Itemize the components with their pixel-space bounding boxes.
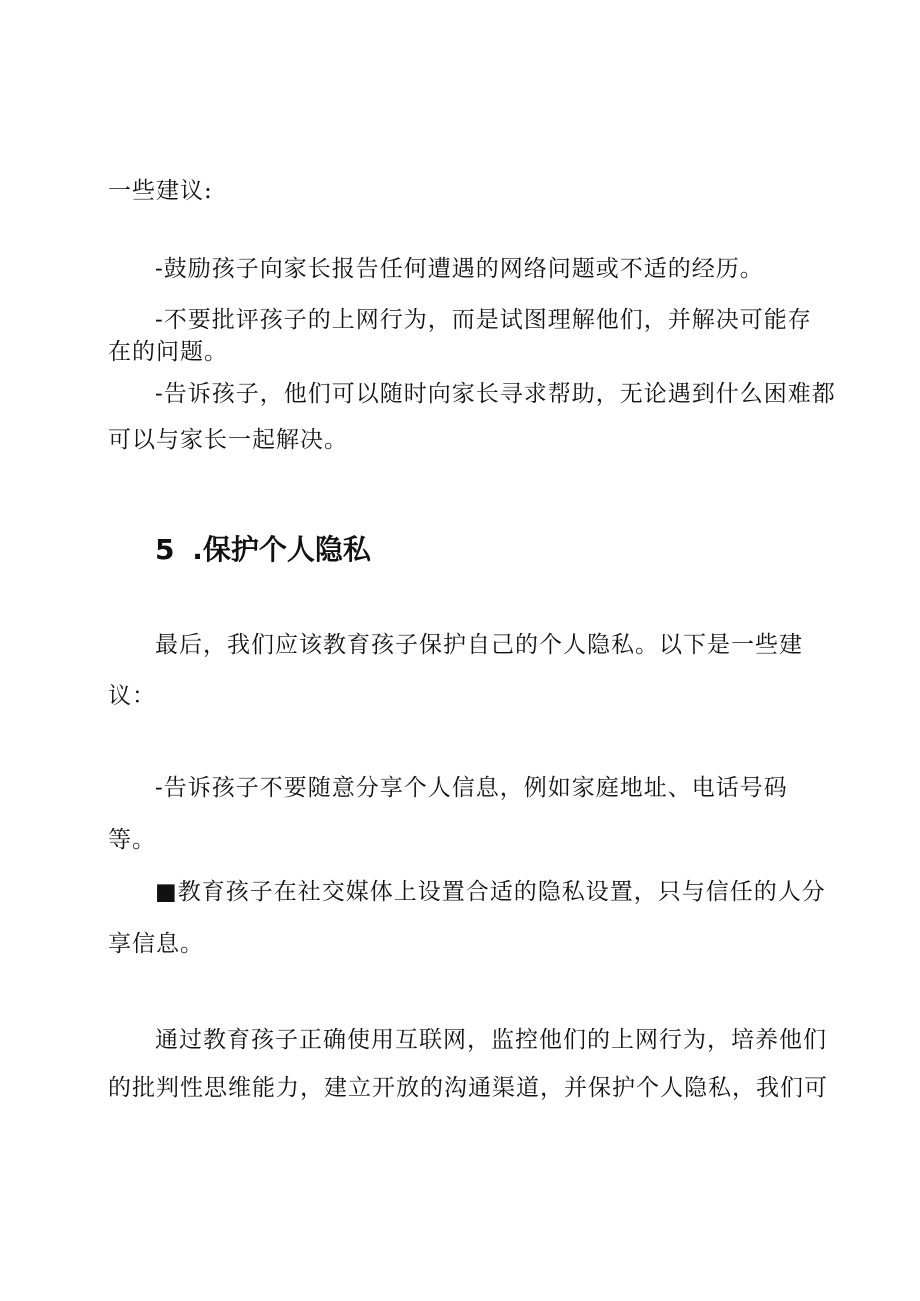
section-title: .保护个人隐私 — [192, 533, 371, 566]
privacy-item-2-line-1: ■教育孩子在社交媒体上设置合适的隐私设置，只与信任的人分 — [155, 879, 826, 905]
privacy-item-1-line-2: 等。 — [108, 827, 156, 853]
suggestion-2-line-2: 在的问题。 — [108, 339, 228, 365]
intro-line: 一些建议: — [108, 178, 213, 204]
section-intro-line-1: 最后，我们应该教育孩子保护自己的个人隐私。以下是一些建 — [155, 632, 803, 658]
conclusion-line-1: 通过教育孩子正确使用互联网，监控他们的上网行为，培养他们 — [155, 1027, 827, 1053]
suggestion-2-line-1: -不要批评孩子的上网行为，而是试图理解他们，并解决可能存 — [155, 307, 812, 333]
section-number: 5 — [155, 533, 175, 566]
section-intro-line-2: 议： — [108, 683, 156, 709]
suggestion-3-line-1: -告诉孩子，他们可以随时向家长寻求帮助，无论遇到什么困难都 — [155, 381, 836, 407]
suggestion-1: -鼓励孩子向家长报告任何遭遇的网络问题或不适的经历。 — [155, 256, 764, 282]
privacy-item-2-line-2: 享信息。 — [108, 931, 204, 957]
suggestion-3-line-2: 可以与家长一起解决。 — [108, 427, 348, 453]
conclusion-line-2: 的批判性思维能力，建立开放的沟通渠道，并保护个人隐私，我们可 — [108, 1075, 828, 1101]
privacy-item-1-line-1: -告诉孩子不要随意分享个人信息，例如家庭地址、电话号码 — [155, 775, 788, 801]
section-heading — [155, 532, 371, 568]
